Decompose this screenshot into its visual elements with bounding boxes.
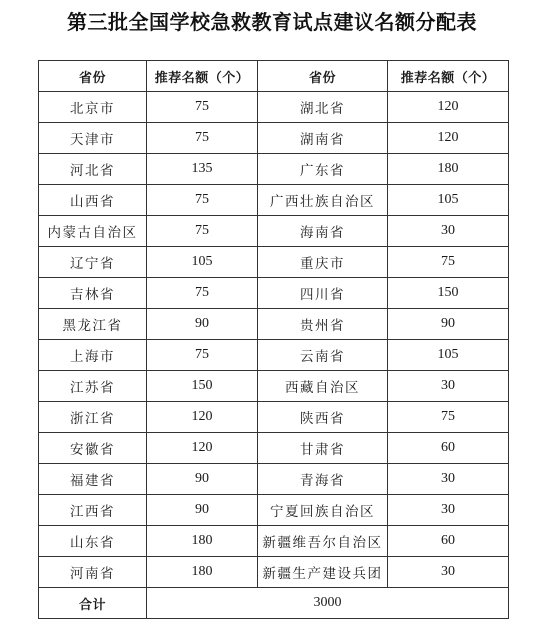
table-row	[39, 216, 509, 247]
table-row	[39, 433, 509, 464]
table-row	[39, 92, 509, 123]
province-cell: 宁夏回族自治区	[258, 495, 388, 526]
quota-cell: 60	[388, 526, 509, 557]
province-cell: 云南省	[258, 340, 388, 371]
table-row	[39, 247, 509, 278]
quota-cell: 135	[147, 154, 258, 185]
quota-cell: 75	[147, 123, 258, 154]
quota-cell: 120	[388, 92, 509, 123]
table-row	[39, 464, 509, 495]
table-body	[39, 92, 509, 588]
table-row	[39, 309, 509, 340]
table-row	[39, 154, 509, 185]
table-row	[39, 402, 509, 433]
table-header-row	[39, 61, 509, 92]
province-cell: 广东省	[258, 154, 388, 185]
table-row	[39, 526, 509, 557]
quota-cell: 30	[388, 495, 509, 526]
province-cell: 青海省	[258, 464, 388, 495]
table-row	[39, 495, 509, 526]
province-cell: 北京市	[39, 92, 147, 123]
province-cell: 内蒙古自治区	[39, 216, 147, 247]
quota-cell: 120	[388, 123, 509, 154]
province-cell: 湖北省	[258, 92, 388, 123]
total-value: 3000	[147, 588, 509, 619]
quota-cell: 150	[147, 371, 258, 402]
header-province-right: 省份	[258, 61, 388, 92]
province-cell: 海南省	[258, 216, 388, 247]
province-cell: 福建省	[39, 464, 147, 495]
quota-cell: 75	[147, 216, 258, 247]
header-province-left: 省份	[39, 61, 147, 92]
province-cell: 安徽省	[39, 433, 147, 464]
table-row	[39, 371, 509, 402]
province-cell: 甘肃省	[258, 433, 388, 464]
quota-cell: 90	[388, 309, 509, 340]
quota-cell: 75	[388, 402, 509, 433]
province-cell: 江西省	[39, 495, 147, 526]
quota-cell: 75	[388, 247, 509, 278]
quota-cell: 30	[388, 216, 509, 247]
header-quota-right: 推荐名额（个）	[388, 61, 509, 92]
province-cell: 广西壮族自治区	[258, 185, 388, 216]
quota-cell: 75	[147, 185, 258, 216]
quota-cell: 30	[388, 464, 509, 495]
table-row	[39, 340, 509, 371]
province-cell: 四川省	[258, 278, 388, 309]
province-cell: 上海市	[39, 340, 147, 371]
province-cell: 河南省	[39, 557, 147, 588]
table-row	[39, 185, 509, 216]
province-cell: 湖南省	[258, 123, 388, 154]
quota-cell: 60	[388, 433, 509, 464]
quota-cell: 150	[388, 278, 509, 309]
province-cell: 山东省	[39, 526, 147, 557]
quota-cell: 75	[147, 92, 258, 123]
header-quota-left: 推荐名额（个）	[147, 61, 258, 92]
quota-cell: 120	[147, 433, 258, 464]
province-cell: 重庆市	[258, 247, 388, 278]
province-cell: 新疆生产建设兵团	[258, 557, 388, 588]
quota-cell: 180	[147, 526, 258, 557]
quota-cell: 120	[147, 402, 258, 433]
province-cell: 新疆维吾尔自治区	[258, 526, 388, 557]
quota-cell: 105	[147, 247, 258, 278]
province-cell: 陕西省	[258, 402, 388, 433]
province-cell: 吉林省	[39, 278, 147, 309]
province-cell: 山西省	[39, 185, 147, 216]
table-row	[39, 278, 509, 309]
table-row	[39, 123, 509, 154]
province-cell: 浙江省	[39, 402, 147, 433]
quota-cell: 180	[147, 557, 258, 588]
province-cell: 河北省	[39, 154, 147, 185]
total-label: 合计	[39, 588, 147, 619]
quota-cell: 105	[388, 340, 509, 371]
quota-cell: 90	[147, 495, 258, 526]
quota-cell: 90	[147, 464, 258, 495]
quota-allocation-table	[38, 60, 509, 619]
total-row	[39, 588, 509, 619]
province-cell: 辽宁省	[39, 247, 147, 278]
quota-cell: 105	[388, 185, 509, 216]
quota-cell: 30	[388, 371, 509, 402]
province-cell: 西藏自治区	[258, 371, 388, 402]
province-cell: 江苏省	[39, 371, 147, 402]
province-cell: 黑龙江省	[39, 309, 147, 340]
quota-cell: 90	[147, 309, 258, 340]
quota-cell: 75	[147, 278, 258, 309]
quota-cell: 75	[147, 340, 258, 371]
province-cell: 天津市	[39, 123, 147, 154]
province-cell: 贵州省	[258, 309, 388, 340]
table-row	[39, 557, 509, 588]
quota-cell: 180	[388, 154, 509, 185]
page-title: 第三批全国学校急救教育试点建议名额分配表	[67, 10, 477, 34]
quota-cell: 30	[388, 557, 509, 588]
